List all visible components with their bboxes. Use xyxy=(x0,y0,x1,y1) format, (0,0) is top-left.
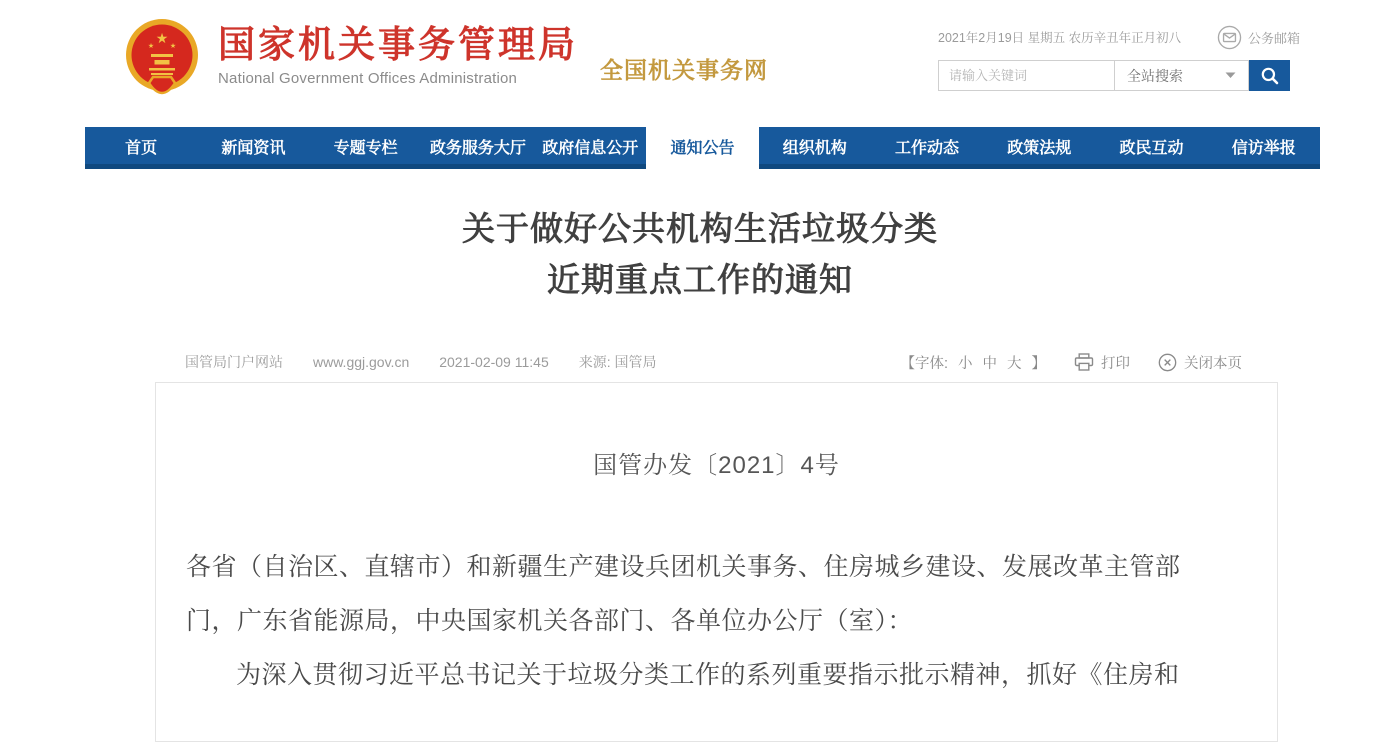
document-number: 国管办发〔2021〕4号 xyxy=(593,452,840,479)
print-label: 打印 xyxy=(1101,355,1130,372)
svg-text:★: ★ xyxy=(147,42,155,50)
site-logo[interactable] xyxy=(122,17,578,103)
article-body xyxy=(186,540,1207,702)
site-name-english: National Government Offices Administration xyxy=(218,70,518,87)
article-meta-right xyxy=(900,352,1242,373)
header-utilities xyxy=(938,24,1300,91)
nav-item-interaction[interactable]: 政民互动 xyxy=(1119,139,1184,157)
portal-name: 全国机关事务网 xyxy=(600,57,768,83)
nav-item-organization[interactable]: 组织机构 xyxy=(782,139,847,157)
nav-item-work-updates[interactable]: 工作动态 xyxy=(894,139,959,157)
article-title-line1: 关于做好公共机构生活垃圾分类 xyxy=(462,210,938,247)
nav-item-special-topics[interactable]: 专题专栏 xyxy=(333,139,398,157)
svg-text:★: ★ xyxy=(155,31,169,47)
search-button[interactable] xyxy=(1249,60,1290,91)
font-widget-suffix: 】 xyxy=(1031,355,1046,372)
chevron-down-icon xyxy=(1225,72,1236,79)
search-input[interactable] xyxy=(938,60,1115,91)
meta-source: 来源: 国管局 xyxy=(578,354,657,370)
nav-item-news[interactable]: 新闻资讯 xyxy=(221,139,286,157)
font-size-large[interactable]: 大 xyxy=(1007,355,1022,372)
font-size-medium[interactable]: 中 xyxy=(982,355,997,372)
printer-icon xyxy=(1074,353,1094,372)
close-page-button[interactable] xyxy=(1158,352,1242,373)
nav-item-info-disclosure[interactable]: 政府信息公开 xyxy=(542,139,639,157)
mail-icon xyxy=(1217,25,1242,50)
close-icon xyxy=(1158,353,1177,372)
meta-portal-label: 国管局门户网站 xyxy=(185,354,283,370)
font-size-widget xyxy=(900,352,1046,373)
article-title-line2: 近期重点工作的通知 xyxy=(547,261,853,298)
article-content-box xyxy=(155,382,1278,742)
nav-item-service-hall[interactable]: 政务服务大厅 xyxy=(429,139,526,157)
nav-item-policies[interactable]: 政策法规 xyxy=(1007,139,1072,157)
mailbox-label: 公务邮箱 xyxy=(1247,30,1300,46)
print-button[interactable] xyxy=(1074,352,1130,373)
font-size-small[interactable]: 小 xyxy=(958,355,973,372)
article-paragraph-salutation: 各省（自治区、直辖市）和新疆生产建设兵团机关事务、住房城乡建设、发展改革主管部门，广东省能源局，中央国家机关各部门、各单位办公厅（室）： xyxy=(186,553,1181,635)
article-title xyxy=(0,203,1400,305)
nav-item-home[interactable]: 首页 xyxy=(125,139,158,157)
svg-text:★: ★ xyxy=(169,42,177,50)
close-page-label: 关闭本页 xyxy=(1184,355,1242,372)
logo-text xyxy=(218,17,578,87)
search-scope-label: 全站搜索 xyxy=(1127,67,1183,84)
search-icon xyxy=(1260,66,1280,86)
site-name: 国家机关事务管理局 xyxy=(218,24,578,65)
nav-item-notices-active[interactable]: 通知公告 xyxy=(646,127,758,169)
font-widget-prefix: 【字体: xyxy=(900,355,948,372)
date-row xyxy=(938,24,1300,50)
national-emblem-icon xyxy=(122,17,202,103)
nav-item-petition[interactable]: 信访举报 xyxy=(1231,139,1296,157)
search-scope-select[interactable] xyxy=(1115,60,1249,91)
date-text: 2021年2月19日 星期五 农历辛丑年正月初八 xyxy=(938,31,1182,45)
meta-publish-datetime: 2021-02-09 11:45 xyxy=(439,354,549,370)
meta-site-url: www.ggj.gov.cn xyxy=(313,354,410,370)
mailbox-link[interactable] xyxy=(1217,25,1300,50)
article-paragraph-body: 为深入贯彻习近平总书记关于垃圾分类工作的系列重要指示批示精神，抓好《住房和 xyxy=(236,661,1180,689)
main-nav xyxy=(85,127,1320,169)
article-meta xyxy=(155,350,1278,374)
article-meta-left xyxy=(185,352,657,372)
search-bar xyxy=(938,60,1300,91)
site-header xyxy=(0,0,1400,127)
